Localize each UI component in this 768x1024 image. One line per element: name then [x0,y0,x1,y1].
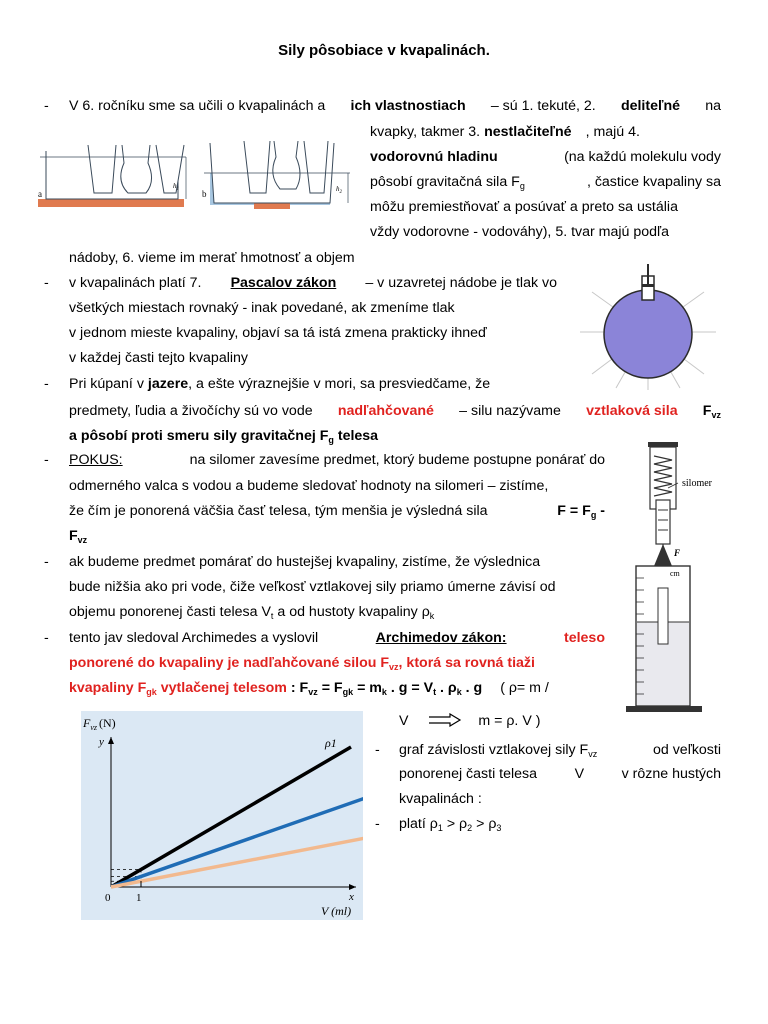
series-label-1: ρ1 [325,736,337,750]
p1-line3: vodorovnú hladinu (na každú molekulu vody [370,149,721,165]
p2-line3: v jednom mieste kvapaliny, objaví sa tá istá zmena prakticky ihneď [69,325,487,341]
x-axis-label: V (ml) [321,904,352,918]
p1-line5: môžu premiestňovať a posúvať a preto sa ustália [370,199,678,215]
p4-line2: odmerného valca s vodou a budeme sledovať hodnoty na silomeri – zistíme, [69,478,549,494]
p1-line6: vždy vodorovne - vodováhy), 5. tvar majú podľa [370,224,670,240]
silomer-figure [622,438,730,720]
p5-line3: objemu ponorenej časti telesa $V_t$ a od hustoty kvapaliny $\rho_k$ [69,604,435,621]
p7-line1: graf závislosti vztlakovej sily $F_{vz}$ od veľkosti [399,742,721,759]
p3-line2: predmety, ľudia a živočíchy sú vo vode nadľahčované – silu nazývame vztlaková sila $F_{vz}$ [69,403,721,420]
bullet: - [375,742,380,758]
page-title: Sily pôsobiace v kvapalinách. [278,42,490,59]
svg-text:h1: $h_1$ [173,182,179,192]
p7-line2: ponorenej časti telesa V v rôzne hustých [399,766,721,782]
p6-line1: tento jav sledoval Archimedes a vyslovil Archimedov zákon: teleso [69,630,605,646]
x-tick-0: 0 [105,892,111,904]
base-b [254,203,290,209]
p3-line3: a pôsobí proti smeru sily gravitačnej $F_g$ telesa [69,428,379,445]
p1-line1: V 6. ročníku sme sa učili o kvapalinách a ich vlastnostiach – sú 1. tekuté, 2. deliteľné na [69,98,721,114]
bullet: - [44,554,49,570]
p2-line2: všetkých miestach rovnaký - inak povedané, ak zmeníme tlak [69,300,455,316]
p6-line3: kvapaliny $F_{gk}$ vytlačenej telesom : $F_{vz} = F_{gk} = m_k$ . $g = V_t$ . $\rho_k$ . g ( ρ= m / [69,680,549,697]
p4-line1: POKUS: na silomer zavesíme predmet, ktorý budeme postupne ponárať do [69,452,605,468]
silomer-label: silomer [682,478,712,489]
implies-arrow-icon [428,713,462,727]
bullet: - [44,376,49,392]
bullet: - [375,816,380,832]
bullet: - [44,452,49,468]
p1-line4: pôsobí gravitačná sila $F_g$ , častice kvapaliny sa [370,174,721,191]
p1-line2: kvapky, takmer 3. nestlačiteľné , majú 4. [370,124,640,140]
base-a [38,199,184,207]
p6-line2: ponorené do kvapaliny je nadľahčované silou $F_{vz}$, ktorá sa rovná tiaži [69,655,535,672]
pascal-sphere-figure [578,262,718,392]
label-b: b [202,189,207,199]
chart-background [81,711,363,920]
svg-text:h2: $h_2$ [336,185,342,195]
p8-line1: platí $\rho_1 > \rho_2 > \rho_3$ [399,816,502,833]
p2-line4: v každej časti tejto kvapaliny [69,350,249,366]
p5-line2: bude nižšia ako pri vode, čiže veľkosť vztlakovej sily priamo úmerne závisí od [69,579,556,595]
unit-label: cm [670,569,680,578]
bullet: - [44,630,49,646]
bullet: - [44,275,49,291]
x-axis-letter: x [349,891,354,903]
buoyancy-chart [81,711,363,920]
p3-line1: Pri kúpaní v jazere, a ešte výraznejšie v mori, sa presviedčame, že [69,376,491,392]
p7-line3: kvapalinách : [399,791,482,807]
p4-line3: že čím je ponorená väčšia časť telesa, tým menšia je výsledná sila $F = F_g$ - [69,503,605,520]
communicating-vessels-figure [36,133,352,223]
p4-line4: $F_{vz}$ [69,528,88,545]
p2-line1: v kvapalinách platí 7. Pascalov zákon – v uzavretej nádobe je tlak vo [69,275,557,291]
y-axis-letter: y [99,736,104,748]
force-label: F [674,548,681,558]
p1-line7: nádoby, 6. vieme im merať hmotnosť a objem [69,250,355,266]
p5-line1: ak budeme predmet pomárať do hustejšej kvapaliny, zistíme, že výslednica [69,554,541,570]
x-tick-1: 1 [136,892,142,904]
label-a: a [38,189,42,199]
p6-line4: V m = ρ. V ) [399,713,541,729]
bullet: - [44,98,49,114]
y-axis-label: $F_{vz}$ (N) [83,716,116,732]
